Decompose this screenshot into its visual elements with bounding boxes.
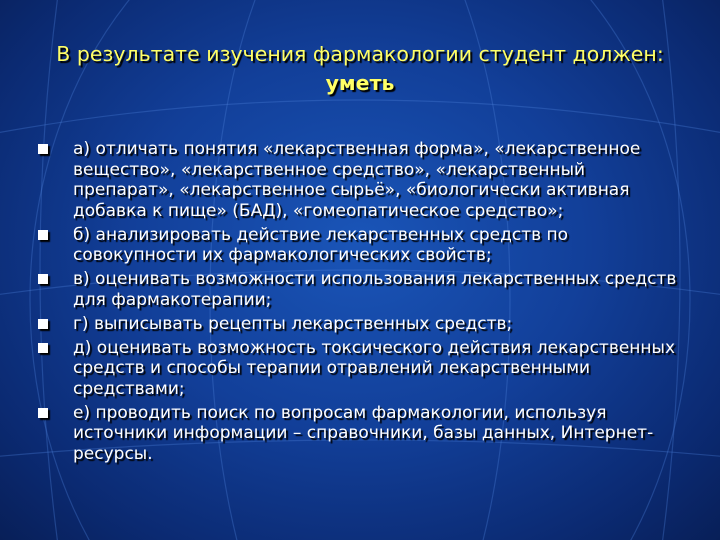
square-bullet-icon	[38, 319, 48, 329]
list-item	[38, 139, 688, 221]
square-bullet-icon	[38, 230, 48, 240]
slide-title	[20, 40, 700, 98]
list-item	[38, 269, 688, 310]
square-bullet-icon	[38, 144, 48, 154]
list-item-text: в) оценивать возможности использования лекарственных средств для фармакотерапии;	[73, 269, 677, 310]
square-bullet-icon	[38, 343, 48, 353]
list-item	[38, 403, 688, 465]
square-bullet-icon	[38, 274, 48, 284]
list-item	[38, 338, 688, 400]
list-item-text: б) анализировать действие лекарственных средств по совокупности их фармакологических свойств;	[73, 224, 569, 265]
list-item	[38, 225, 688, 266]
list-item-text: г) выписывать рецепты лекарственных средств;	[73, 313, 513, 334]
list-item-text: д) оценивать возможность токсического действия лекарственных средств и способы терапии отравлений лекарственными средствами;	[73, 337, 676, 399]
list-item-text: а) отличать понятия «лекарственная форма», «лекарственное вещество», «лекарственное средство», «лекарственный препарат», «лекарственное сырьё», «биологически активная добавка к пище» (БАД), «гомеопатическое средство»;	[73, 139, 641, 221]
list-item	[38, 314, 688, 335]
title-line-1: В результате изучения фармакологии студент должен:	[56, 42, 664, 66]
square-bullet-icon	[38, 408, 48, 418]
title-line-2: уметь	[325, 71, 395, 95]
list-item-text: е) проводить поиск по вопросам фармакологии, используя источники информации – справочники, базы данных, Интернет-ресурсы.	[73, 402, 654, 464]
bullet-list	[38, 139, 688, 468]
